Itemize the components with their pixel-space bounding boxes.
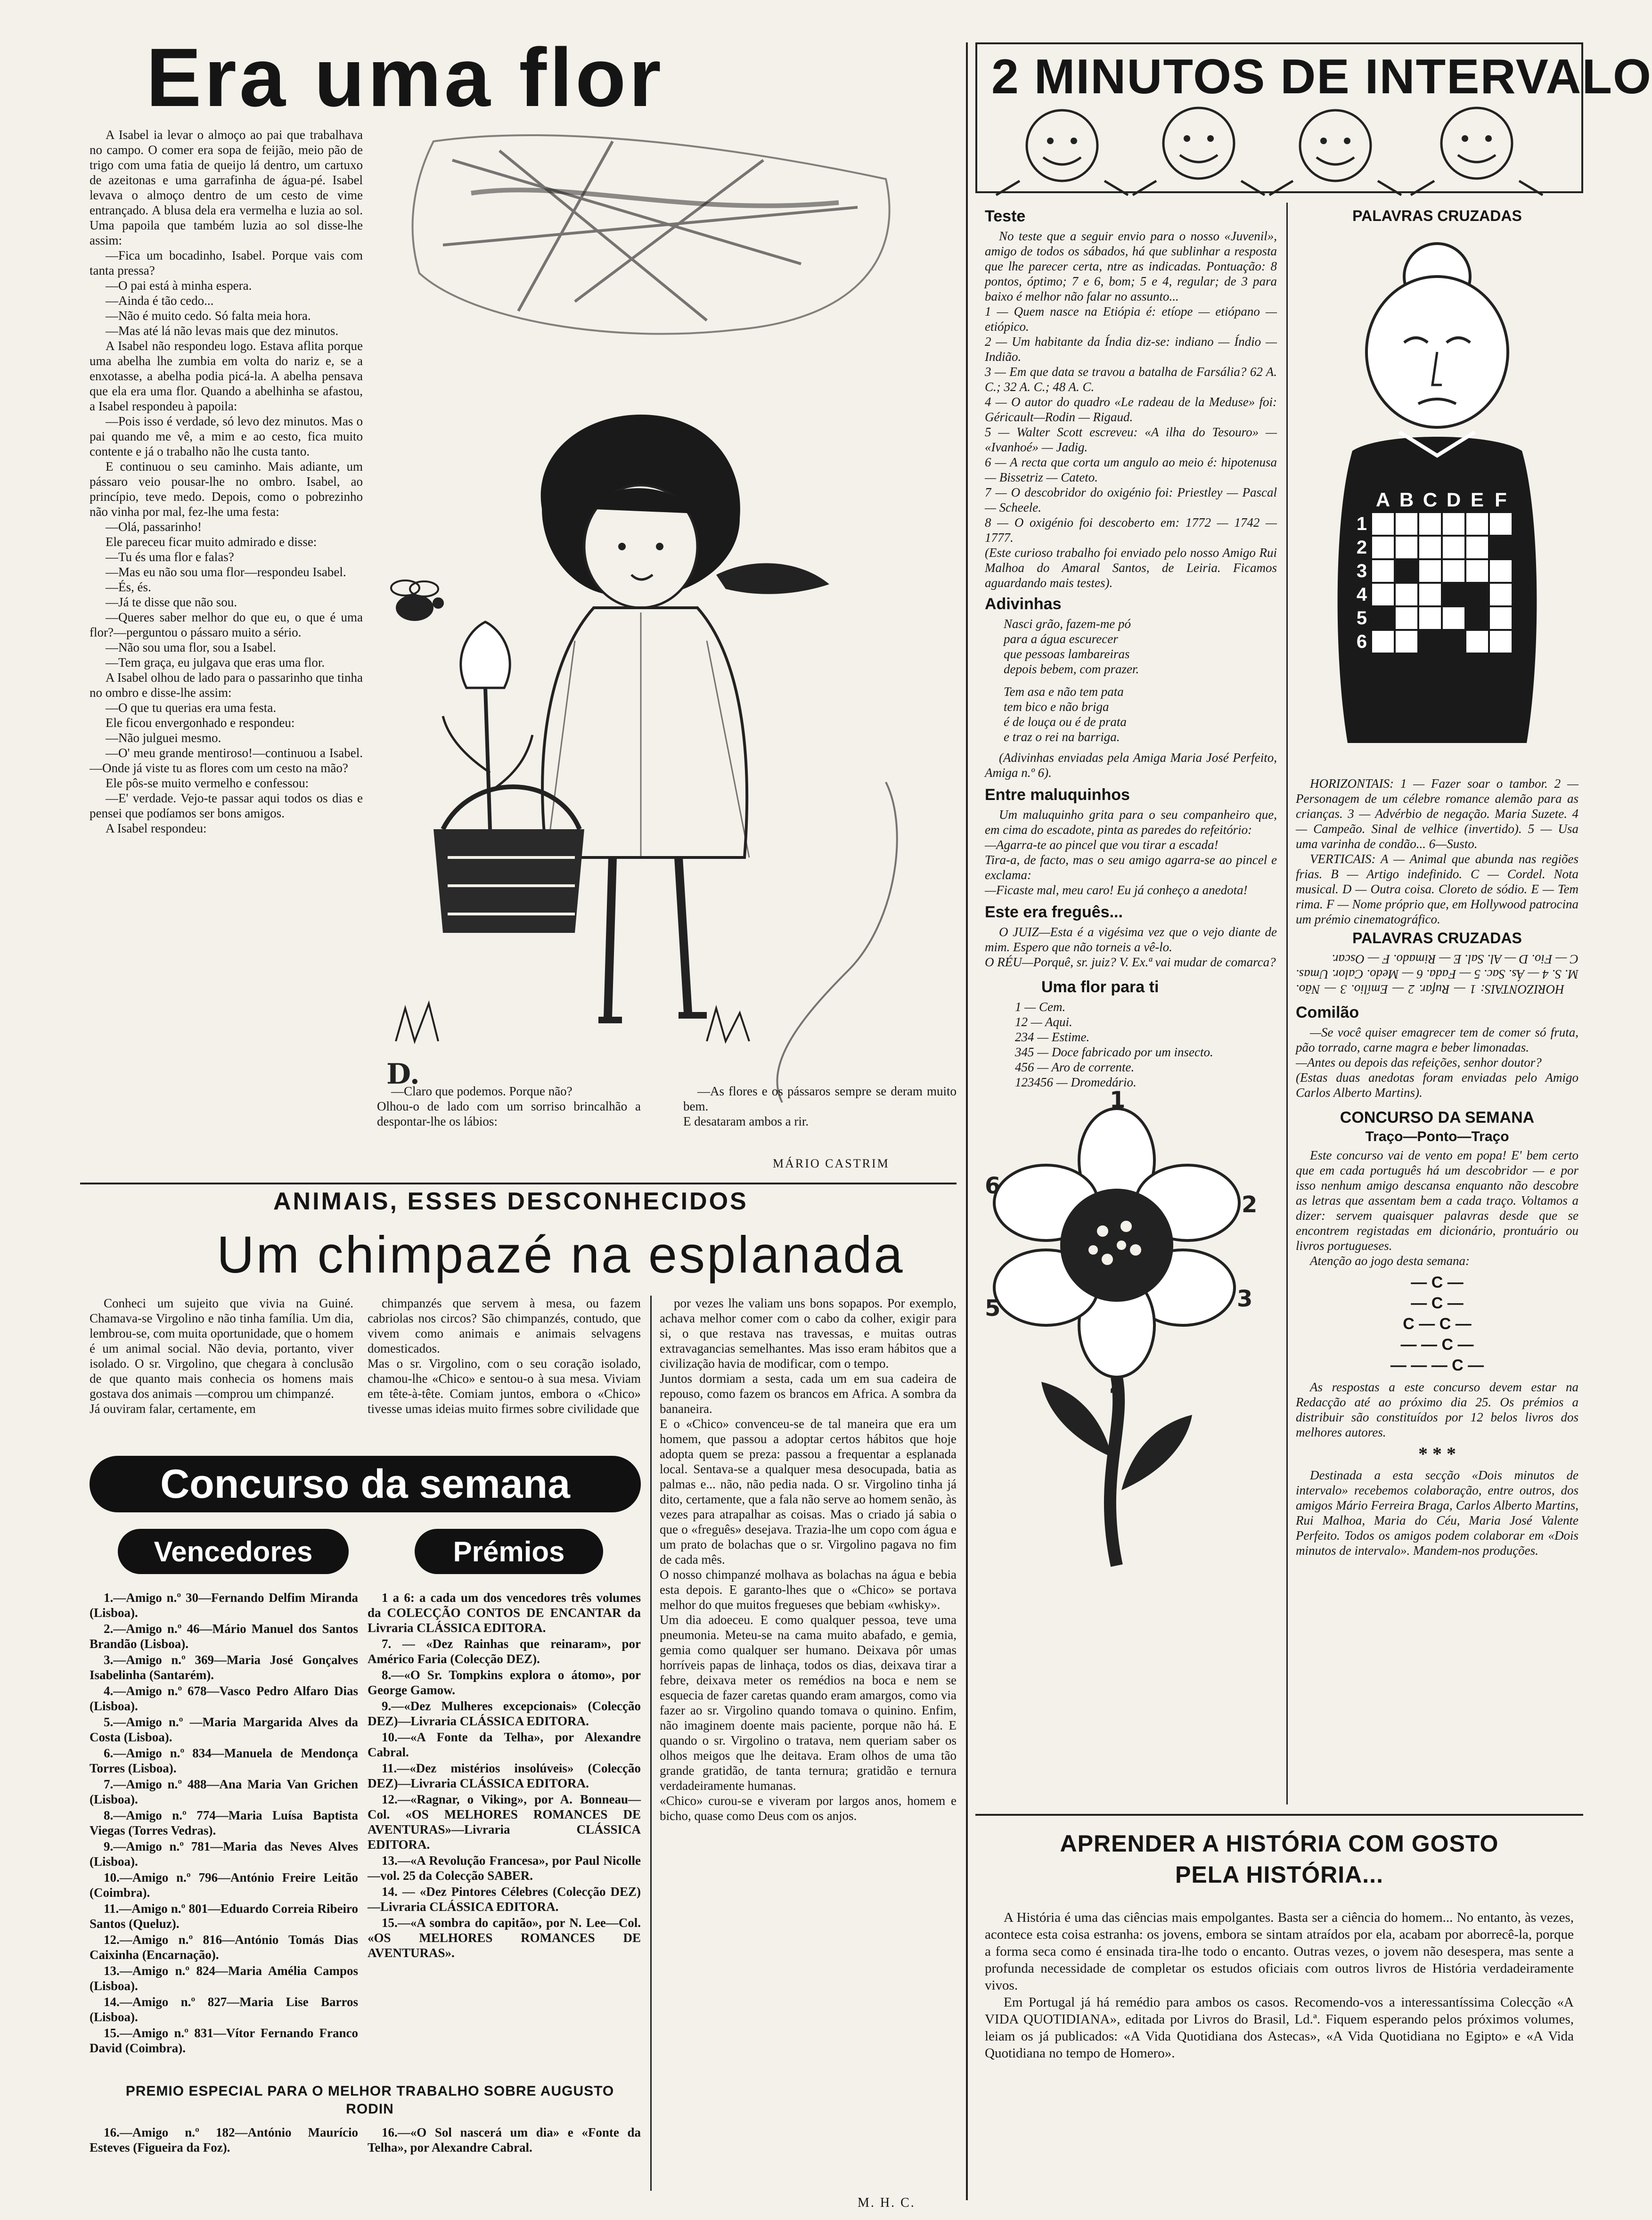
- story-text-column: [90, 127, 363, 836]
- crossword-cell[interactable]: [1443, 560, 1464, 582]
- crossword-cell[interactable]: [1466, 584, 1488, 605]
- crossword-cell[interactable]: [1490, 537, 1512, 558]
- petal-number-5: 5: [985, 1295, 1001, 1322]
- crossword-cell[interactable]: [1443, 607, 1464, 629]
- vencedor-item: 12.—Amigo n.º 816—António Tomás Dias Caixinha (Encarnação).: [90, 1933, 358, 1962]
- grid-col-label: F: [1495, 489, 1507, 511]
- premio-item: 14. — «Dez Pintores Célebres (Colecção DEZ)—Livraria CLÁSSICA EDITORA.: [368, 1885, 641, 1914]
- vencedor-item: 15.—Amigo n.º 831—Vítor Fernando Franco David (Coimbra).: [90, 2026, 358, 2055]
- story-paragraph: Ele ficou envergonhado e respondeu:: [106, 716, 295, 730]
- petal-number-1: 1: [1110, 1087, 1126, 1113]
- story-paragraph: —E' verdade. Vejo-te passar aqui todos os dias e pensei que podíamos ser bons amigos.: [90, 791, 363, 820]
- flor-items: [999, 999, 1277, 1090]
- story-paragraph: —O que tu querias era uma festa.: [106, 701, 277, 715]
- crossword-cell[interactable]: [1419, 560, 1441, 582]
- fregues-title: Este era freguês...: [985, 903, 1123, 921]
- story-paragraph: —Queres saber melhor do que eu, o que é uma flor?—perguntou o pássaro muito a sério.: [90, 610, 363, 639]
- premio-item: 8.—«O Sr. Tompkins explora o átomo», por George Gamow.: [368, 1668, 641, 1697]
- vencedor-item: 14.—Amigo n.º 827—Maria Lise Barros (Lisboa).: [90, 1995, 358, 2024]
- vencedor-item: 6.—Amigo n.º 834—Manuela de Mendonça Torres (Lisboa).: [90, 1746, 358, 1775]
- crossword-cell[interactable]: [1419, 513, 1441, 535]
- story-paragraph: A Isabel não respondeu logo. Estava aflita porque uma abelha lhe zumbia em volta do nariz e, se a enxotasse, a abelha podia picá-la. A abelha pensava que ela era uma flor. Quando a abelhinha se afastou, a Isabel respondeu à papoila:: [90, 339, 363, 413]
- crossword-cell[interactable]: [1419, 584, 1441, 605]
- story-paragraph: —Tu és uma flor e falas?: [106, 550, 234, 564]
- story-paragraph: —O' meu grande mentiroso!—continuou a Isabel.—Onde já viste tu as flores com um cesto na mão?: [90, 746, 363, 775]
- comilao-text: —Se você quiser emagrecer tem de comer só fruta, pão torrado, carne magra e beber limonadas. —Antes ou depois das refeições, senhor doutor? (Estas duas anedotas foram enviadas pelo Amigo Carlos Alberto Martins).: [1296, 1025, 1578, 1100]
- cs-respostas: As respostas a este concurso devem estar na Redacção até ao próximo dia 25. Os prémios a distribuir são constituídos por 12 belos livros dos melhores autores.: [1296, 1380, 1578, 1439]
- crossword-cell[interactable]: [1396, 631, 1417, 653]
- especial-right: 16.—«O Sol nascerá um dia» e «Fonte da Telha», por Alexandre Cabral.: [368, 2125, 641, 2155]
- intervalo-col-rule: [1286, 203, 1288, 1804]
- story-paragraph: —Já te disse que não sou.: [106, 595, 237, 609]
- crossword-cell[interactable]: [1443, 584, 1464, 605]
- especial-title: PREMIO ESPECIAL PARA O MELHOR TRABALHO SOBRE AUGUSTO RODIN: [125, 2083, 614, 2117]
- horizontais-text: HORIZONTAIS: 1 — Fazer soar o tambor. 2 — Personagem de um célebre romance alemão para as crianças. 3 — Advérbio de negação. Maria Suzete. 4 — Campeão. Sinal de velhice (invertido). 5 — Usa uma varinha de condão... 6—Susto.: [1296, 776, 1578, 851]
- grid-row: [1352, 606, 1522, 630]
- cs-puzzle-line: C — C —: [1403, 1315, 1472, 1333]
- vencedor-item: 8.—Amigo n.º 774—Maria Luísa Baptista Viegas (Torres Vedras).: [90, 1808, 358, 1837]
- premio-item: 7. — «Dez Rainhas que reinaram», por Américo Faria (Colecção DEZ).: [368, 1637, 641, 1666]
- vencedores-list: [90, 1590, 358, 2057]
- historia-title: APRENDER A HISTÓRIA COM GOSTO PELA HISTÓRIA...: [1060, 1830, 1499, 1888]
- vencedor-item: 5.—Amigo n.º —Maria Margarida Alves da Costa (Lisboa).: [90, 1715, 358, 1744]
- animais-col1: Conheci um sujeito que vivia na Guiné. Chamava-se Virgolino e não tinha família. Um dia, lembrou-se, com muita oportunidade, que o homem é um animal social. Não devia, portanto, viver isolado. O sr. Virgolino, que chegara à conclusão de que quanto mais conhecia os homens mais gostava dos animais —comprou um chimpanzé. Já ouviram falar, certamente, em: [90, 1296, 353, 1416]
- grid-row-label: 6: [1356, 631, 1367, 652]
- vencedor-item: 11.—Amigo n.º 801—Eduardo Correia Ribeiro Santos (Queluz).: [90, 1902, 358, 1931]
- adivinha-1: Nasci grão, fazem-me pó para a água escurecer que pessoas lambareiras depois bebem, com prazer.: [1004, 617, 1139, 676]
- intervalo-banner-text: 2 MINUTOS DE INTERVALO: [991, 49, 1652, 104]
- basket-icon: [433, 787, 584, 933]
- petal-number-3: 3: [1237, 1286, 1253, 1312]
- comilao-title: Comilão: [1296, 1004, 1359, 1021]
- vencedor-item: 1.—Amigo n.º 30—Fernando Delfim Miranda (Lisboa).: [90, 1591, 358, 1620]
- grid-row-label: 1: [1356, 513, 1367, 534]
- story-paragraph: Ele pôs-se muito vermelho e confessou:: [106, 776, 309, 790]
- premio-item: 13.—«A Revolução Francesa», por Paul Nicolle—vol. 25 da Colecção SABER.: [368, 1853, 641, 1883]
- crossword-cell[interactable]: [1372, 631, 1394, 653]
- story-author: MÁRIO CASTRIM: [773, 1157, 890, 1170]
- vencedor-item: 4.—Amigo n.º 678—Vasco Pedro Alfaro Dias (Lisboa).: [90, 1684, 358, 1713]
- story-paragraph: —Não é muito cedo. Só falta meia hora.: [106, 309, 311, 323]
- grid-row-label: 4: [1356, 584, 1367, 605]
- grid-row: [1352, 559, 1522, 583]
- grid-col-label: A: [1375, 489, 1390, 511]
- flor-item: 123456 — Dromedário.: [1015, 1075, 1137, 1089]
- crossword-cell[interactable]: [1466, 607, 1488, 629]
- story-paragraph: E continuou o seu caminho. Mais adiante, um pássaro veio pousar-lhe no ombro. Isabel, ao princípio, teve medo. Depois, como o pobrezinho não vinha por mal, fez-lhe uma festa:: [90, 459, 363, 519]
- story-title: Era uma flor: [146, 32, 664, 124]
- flor-item: 12 — Aqui.: [1015, 1015, 1072, 1029]
- crossword-cell[interactable]: [1419, 607, 1441, 629]
- flower-puzzle-illustration: [985, 1087, 1258, 1570]
- animais-col3: por vezes lhe valiam uns bons sopapos. Por exemplo, achava melhor comer com o cabo da colher, exigir para si, o que restava nas travessas, e muitas outras extravagancias semelhantes. Mas isso eram hábitos que a civilização havia de modificar, com o tempo. Juntos dormiam a sesta, cada um em sua cadeira de repouso, como fazem os brancos em Africa. A sombra da bananeira. E o «Chico» convenceu-se de tal maneira que era um homem, que passou a adoptar certos hábitos que hoje adopta quem se preza: passou a frequentar a esplanada local. Sentava-se a qualquer mesa desocupada, batia as palmas e... não, não pedia nada. O sr. Virgolino tinha já dito, certamente, que a fala não serve ao homem senão, às vezes para atrapalhar as coisas. Mas o criado já sabia o que o «freguês» desejava. Trazia-lhe um copo com água e um prato de bolachas que o sr. Virgolino pagava no fim de cada mês. O nosso chimpanzé molhava as bolachas na água e bebia esta depois. E garanto-lhes que o «Chico» se portava melhor do que muitos fregueses que bebiam «whisky». Um dia adoeceu. E como qualquer pessoa, teve uma pneumonia. Meteu-se na cama muito abafado, e gemia, gemia como qualquer ser humano. Deixava pôr umas horríveis papas de linhaça, todos os dias, deixava tirar a febre, deixava meter os remédios na boca e nem se esquecia de fazer caretas quando eram amargos, como via fazer ao sr. Virgolino quando tomava o quinino. Enfim, não imaginem doente mais paciente, porque não há. E quando o sr. Virgolino o tratava, nem queriam saber os olhos meigos que lhe deitava. Eram olhos de uma tão grande gratidão, de tanta ternura; gratidão e ternura verdadeiramente humanas. «Chico» curou-se e viveram por largos anos, homem e bicho, quase como Deus com os anjos.: [660, 1296, 957, 1823]
- flor-item: 456 — Aro de corrente.: [1015, 1060, 1135, 1074]
- cs-puzzle-line: — C —: [1411, 1273, 1464, 1291]
- grid-row: [1352, 512, 1522, 536]
- cruz-title: PALAVRAS CRUZADAS: [1352, 207, 1522, 224]
- adivinhas-credit: (Adivinhas enviadas pela Amiga Maria José Perfeito, Amiga n.º 6).: [985, 751, 1277, 780]
- section-rule: [80, 1183, 957, 1184]
- vencedores-label: Vencedores: [118, 1529, 349, 1574]
- crossword-cell[interactable]: [1490, 607, 1512, 629]
- story-paragraph: —O pai está à minha espera.: [106, 278, 252, 293]
- vencedor-item: 13.—Amigo n.º 824—Maria Amélia Campos (Lisboa).: [90, 1964, 358, 1993]
- animais-col2: chimpanzés que servem à mesa, ou fazem cabriolas nos circos? São chimpanzés, contudo, que vivem como animais e animais selvagens domesticados. Mas o sr. Virgolino, com o seu coração isolado, chamou-lhe «Chico» e sentou-o à sua mesa. Viviam em tête-à-tête. Comiam juntos, embora o «Chico» tivesse umas ideias muito firmes sobre civilidade que: [368, 1296, 641, 1416]
- vencedor-item: 7.—Amigo n.º 488—Ana Maria Van Grichen (Lisboa).: [90, 1777, 358, 1806]
- crossword-cell[interactable]: [1443, 631, 1464, 653]
- story-paragraph: A Isabel ia levar o almoço ao pai que trabalhava no campo. O comer era sopa de feijão, meio pão de trigo com uma fatia de queijo lá dentro, um cartuxo de azeitonas e uma garrafinha de água-pé. Isabel levava o almoço dentro de um cesto de vime entrançado. A blusa dela era vermelha e luzia ao sol. Uma papoila que também luzia ao sol disse-lhe assim:: [90, 128, 363, 247]
- crossword-cell[interactable]: [1372, 560, 1394, 582]
- premio-item: 11.—«Dez mistérios insolúveis» (Colecção DEZ)—Livraria CLÁSSICA EDITORA.: [368, 1761, 641, 1790]
- cruz2-title: PALAVRAS CRUZADAS: [1352, 930, 1522, 947]
- crossword-cell[interactable]: [1396, 607, 1417, 629]
- crossword-cell[interactable]: [1490, 560, 1512, 582]
- grid-col-label: C: [1423, 489, 1438, 511]
- crossword-cell[interactable]: [1372, 607, 1394, 629]
- crossword-col-labels: [1371, 489, 1522, 512]
- grid-row: [1352, 536, 1522, 559]
- story-paragraph: —Olá, passarinho!: [106, 520, 202, 534]
- maluquinhos-title: Entre maluquinhos: [985, 786, 1130, 804]
- illustration-signature: D.: [386, 1058, 420, 1091]
- crossword-cell[interactable]: [1490, 584, 1512, 605]
- grid-col-label: D: [1446, 489, 1461, 511]
- cs-subtitle: Traço—Ponto—Traço: [1365, 1129, 1509, 1144]
- crossword-cell[interactable]: [1443, 537, 1464, 558]
- cs-puzzle-line: — C —: [1411, 1294, 1464, 1312]
- premio-item: 15.—«A sombra do capitão», por N. Lee—Col. «OS MELHORES ROMANCES DE AVENTURAS».: [368, 1916, 641, 1960]
- kids-illustration: [977, 101, 1585, 195]
- vencedor-item: 10.—Amigo n.º 796—António Freire Leitão (Coimbra).: [90, 1870, 358, 1900]
- crossword-cell[interactable]: [1396, 513, 1417, 535]
- teste-title: Teste: [985, 207, 1026, 225]
- intervalo-banner: [975, 42, 1652, 193]
- crossword-cell[interactable]: [1490, 631, 1512, 653]
- especial-left: 16.—Amigo n.º 182—António Maurício Esteves (Figueira da Foz).: [90, 2125, 358, 2155]
- animais-signature: M. H. C.: [858, 2196, 916, 2210]
- cs-puzzle-line: — — C —: [1400, 1336, 1474, 1354]
- crossword-cell[interactable]: [1490, 513, 1512, 535]
- flor-item: 234 — Estime.: [1015, 1030, 1090, 1044]
- story-paragraph: —Tem graça, eu julgava que eras uma flor.: [106, 655, 325, 669]
- historia-p1: A História é uma das ciências mais empolgantes. Basta ser a ciência do homem... No entanto, às vezes, acontece esta coisa estranha: os jovens, embora se sintam atraídos por ela, acabam por aborrecê-la, porque a forma seca como é ensinada tira-lhe todo o encanto. Outras vezes, o jovem não desespera, mas sente a profunda necessidade de completar os estudos oficiais com outros livros de História verdadeiramente vivos.: [985, 1910, 1574, 1993]
- vencedor-item: 9.—Amigo n.º 781—Maria das Neves Alves (Lisboa).: [90, 1839, 358, 1869]
- flor-title: Uma flor para ti: [1041, 978, 1159, 996]
- story-paragraph: —Pois isso é verdade, só levo dez minutos. Mas o pai quando me vê, a mim e ao cesto, fica muito contente e já o trabalho não lhe custa tanto.: [90, 414, 363, 458]
- cs-puzzle-line: — — — C —: [1390, 1356, 1484, 1374]
- premios-label: Prémios: [415, 1529, 603, 1574]
- grid-col-label: B: [1399, 489, 1414, 511]
- story-tail-mid: —Claro que podemos. Porque não? Olhou-o de lado com um sorriso brincalhão a despontar-lhe os lábios:: [377, 1084, 641, 1128]
- crossword-cell[interactable]: [1466, 513, 1488, 535]
- crossword-cell[interactable]: [1466, 631, 1488, 653]
- grid-row-label: 5: [1356, 607, 1367, 628]
- teste-text: No teste que a seguir envio para o nosso «Juvenil», amigo de todos os sábados, há que sublinhar a resposta que lhe parecer certa, ntre as indicadas. Pontuação: 8 pontos, óptimo; 7 e 6, bom; 5 e 4, regular; de 3 para baixo é melhor não falar no assunto... 1 — Quem nasce na Etiópia é: etíope — etiópano — etiópico. 2 — Um habitante da Índia diz-se: indiano — Índio — Indião. 3 — Em que data se travou a batalha de Farsália? 62 A. C.; 32 A. C.; 48 A. C. 4 — O autor do quadro «Le radeau de la Meduse» foi: Géricault—Rodin — Rigaud. 5 — Walter Scott escreveu: «A ilha do Tesouro» — «Ivanhoé» — Jadig. 6 — A recta que corta um angulo ao meio é: hipotenusa — Bissetriz — Cateto. 7 — O descobridor do oxigénio foi: Priestley — Pascal — Scheele. 8 — O oxigénio foi descoberto em: 1772 — 1742 — 1777. (Este curioso trabalho foi enviado pelo nosso Amigo Rui Malhoa do Amaral Santos, de Leiria. Ficamos aguardando mais testes).: [985, 229, 1277, 590]
- premios-list: [368, 1590, 641, 1961]
- story-paragraph: A Isabel olhou de lado para o passarinho que tinha no ombro e disse-lhe assim:: [90, 670, 363, 700]
- crossword-cell[interactable]: [1419, 631, 1441, 653]
- concurso-title: Concurso da semana: [90, 1456, 641, 1512]
- crossword-cell[interactable]: [1372, 584, 1394, 605]
- crossword-cell[interactable]: [1396, 584, 1417, 605]
- grid-row-label: 3: [1356, 560, 1367, 581]
- historia-section: [985, 1828, 1574, 2062]
- premio-item: 10.—«A Fonte da Telha», por Alexandre Cabral.: [368, 1730, 641, 1759]
- column-rule: [966, 42, 968, 2200]
- crossword-cell[interactable]: [1419, 537, 1441, 558]
- story-paragraph: —Não julguei mesmo.: [106, 731, 221, 745]
- intervalo-left-col: [985, 207, 1277, 1573]
- story-paragraph: —Fica um bocadinho, Isabel. Porque vais com tanta pressa?: [90, 248, 363, 278]
- story-paragraph: —Ainda é tão cedo...: [106, 294, 214, 308]
- maluquinhos-text: Um maluquinho grita para o seu companheiro que, em cima do escadote, pinta as paredes do refeitório: —Agarra-te ao pincel que vou tirar a escada! Tira-a, de facto, mas o seu amigo agarra-se ao pincel e exclama: —Ficaste mal, meu caro! Eu já conheço a anedota!: [985, 808, 1277, 897]
- crossword-cell[interactable]: [1443, 513, 1464, 535]
- premio-item: 1 a 6: a cada um dos vencedores três volumes da COLECÇÃO CONTOS DE ENCANTAR da Livraria CLÁSSICA EDITORA.: [368, 1591, 641, 1635]
- story-paragraph: A Isabel respondeu:: [106, 821, 207, 835]
- crossword-cell[interactable]: [1466, 560, 1488, 582]
- story-paragraph: —Mas até lá não levas mais que dez minutos.: [106, 324, 339, 338]
- adivinhas-title: Adivinhas: [985, 595, 1062, 613]
- vencedor-item: 3.—Amigo n.º 369—Maria José Gonçalves Isabelinha (Santarém).: [90, 1653, 358, 1682]
- historia-rule: [975, 1814, 1583, 1816]
- cs-text: Este concurso vai de vento em popa! E' bem certo que em cada português há um descobridor — e por isso nenhum amigo descansa enquanto não descobre as letras que assentam bem a cada traço. Voltamos a dizer: servem quaisquer palavras desde que se encontrem registadas em dicionário, prontuário ou livros portugueses.: [1296, 1148, 1578, 1253]
- crossword-cell[interactable]: [1396, 537, 1417, 558]
- grid-row: [1352, 630, 1522, 653]
- grid-row: [1352, 583, 1522, 606]
- grid-col-label: E: [1470, 489, 1484, 511]
- grid-row-label: 2: [1356, 537, 1367, 558]
- verticais-text: VERTICAIS: A — Animal que abunda nas regiões frias. B — Artigo indefinido. C — Cordel. Nota musical. D — Outra coisa. Cloreto de sódio. E — Tem rima. F — Nome próprio que, em Hollywood patrocina um prémio cinematográfico.: [1296, 852, 1578, 926]
- intervalo-section: [975, 42, 1652, 2200]
- animais-col-rule: [650, 1296, 652, 2191]
- crossword-grid: [1352, 489, 1522, 653]
- animais-title: Um chimpazé na esplanada: [217, 1226, 905, 1284]
- animais-section: [75, 1187, 961, 2210]
- story-paragraph: Ele pareceu ficar muito admirado e disse:: [106, 535, 317, 549]
- vencedor-item: 2.—Amigo n.º 46—Mário Manuel dos Santos Brandão (Lisboa).: [90, 1622, 358, 1651]
- stars-divider: * * *: [1418, 1443, 1456, 1464]
- petal-number-4: 4: [1110, 1375, 1126, 1402]
- crossword-cell[interactable]: [1466, 537, 1488, 558]
- girl-illustration: [377, 122, 961, 1131]
- crossword-cell[interactable]: [1372, 537, 1394, 558]
- premio-item: 12.—«Ragnar, o Viking», por A. Bonneau—Col. «OS MELHORES ROMANCES DE AVENTURAS»—Livraria CLÁSSICA EDITORA.: [368, 1792, 641, 1852]
- flor-item: 345 — Doce fabricado por um insecto.: [1015, 1045, 1213, 1059]
- upside-down-solutions: HORIZONTAIS: 1 — Rufar. 2 — Emílio. 3 — Não. M. S. 4 — Ás. Sac. 5 — Fada. 6 — Medo. Calor. Umas. C — Fio. D — Al. Sal. E — Rimado. F — Oscar.: [1296, 952, 1578, 996]
- historia-p2: Em Portugal já há remédio para ambos os casos. Recomendo-vos a interessantíssima Colecção «A VIDA QUOTIDIANA», editada por Livros do Brasil, Ld.ª. Fiquem esperando pelos próximos volumes, leiam os já publicados: «A Vida Quotidiana dos Astecas», «A Vida Quotidiana no Egipto» e «A Vida Quotidiana no tempo de Homero».: [985, 1995, 1574, 2061]
- fregues-text: O JUIZ—Esta é a vigésima vez que o vejo diante de mim. Espero que não torneis a vê-lo. O RÉU—Porquê, sr. juiz? V. Ex.ª vai mudar de comarca?: [985, 925, 1277, 969]
- intervalo-right-col: [1296, 207, 1578, 1558]
- crossword-cell[interactable]: [1372, 513, 1394, 535]
- cs-title: CONCURSO DA SEMANA: [1340, 1109, 1535, 1126]
- cs-atencao: Atenção ao jogo desta semana:: [1310, 1254, 1470, 1268]
- tulip-icon: [443, 622, 532, 829]
- flor-item: 1 — Cem.: [1015, 1000, 1066, 1014]
- premio-item: 9.—«Dez Mulheres excepcionais» (Colecção DEZ)—Livraria CLÁSSICA EDITORA.: [368, 1699, 641, 1728]
- story-tail-right: —As flores e os pássaros sempre se deram muito bem. E desataram ambos a rir.: [683, 1084, 957, 1128]
- crossword-illustration: [1296, 234, 1578, 776]
- crossword-rows: [1352, 512, 1522, 653]
- story-paragraph: —Não sou uma flor, sou a Isabel.: [106, 640, 276, 654]
- animais-kicker: ANIMAIS, ESSES DESCONHECIDOS: [273, 1188, 748, 1215]
- petal-number-6: 6: [985, 1173, 1001, 1199]
- story-section: [75, 28, 961, 1173]
- story-paragraph: —Mas eu não sou uma flor—respondeu Isabel.: [106, 565, 346, 579]
- petal-number-2: 2: [1242, 1192, 1258, 1218]
- story-paragraph: —És, és.: [106, 580, 151, 594]
- adivinha-2: Tem asa e não tem pata tem bico e não briga é de louça ou é de prata e traz o rei na barriga.: [1004, 685, 1127, 744]
- cs-destinada: Destinada a esta secção «Dois minutos de intervalo» recebemos colaboração, entre outros, dos amigos Mário Ferreira Braga, Carlos Alberto Martins, Rui Malhoa, Maria do Céu, Maria José Valente Perfeito. Todos os amigos podem colaborar em «Dois minutos de intervalo». Mandem-nos produções.: [1296, 1468, 1578, 1558]
- crossword-cell[interactable]: [1396, 560, 1417, 582]
- bee-icon: [391, 580, 444, 621]
- cs-puzzle: [1296, 1272, 1578, 1376]
